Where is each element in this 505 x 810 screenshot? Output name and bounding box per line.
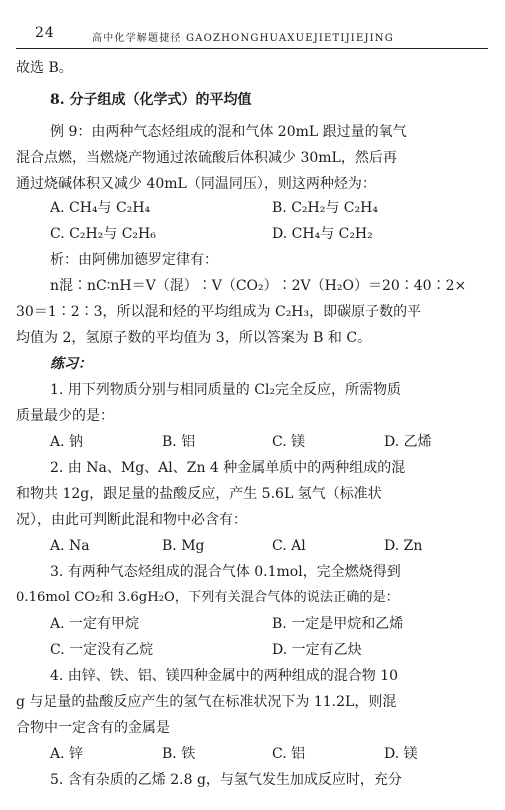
running-title: 高中化学解题捷径 GAOZHONGHUAXUEJIETIJIEJING [92,33,394,44]
question-line: 3. 有两种气态烃组成的混合气体 0.1mol，完全燃烧得到 [50,564,401,580]
analysis-line: 析：由阿佛加德罗定律有： [50,252,218,268]
option-d: D. 镁 [384,746,418,762]
q3-options-row2 [50,640,490,660]
text-line: g 与足量的盐酸反应产生的氢气在标准状况下为 11.2L，则混 [16,694,397,710]
text-line: 质量最少的是： [16,408,114,424]
option-a: A. 一定有甲烷 [50,616,140,632]
question-line: 2. 由 Na、Mg、Al、Zn 4 种金属单质中的两种组成的混 [50,460,406,476]
text-line: 和物共 12g，跟足量的盐酸反应，产生 5.6L 氢气（标准状 [16,486,382,502]
option-c: C. C₂H₂与 C₂H₆ [50,226,156,242]
header-rule [16,48,488,49]
option-b: B. Mg [162,538,205,554]
text-line: 0.16mol CO₂和 3.6gH₂O，下列有关混合气体的说法正确的是： [16,590,399,605]
q4-options [50,744,490,764]
option-c: C. Al [272,538,306,554]
ex9-options-row2 [50,224,490,244]
text-line: 合物中一定含有的金属是 [16,720,170,736]
option-b: B. 铝 [162,434,196,450]
text-line: 混合点燃，当燃烧产物通过浓硫酸后体积减少 30mL，然后再 [16,150,397,166]
example-line: 例 9：由两种气态烃组成的混和气体 20mL 跟过量的氧气 [50,124,407,140]
option-d: D. Zn [384,538,423,554]
q1-options [50,432,490,452]
question-line: 4. 由锌、铁、铝、镁四种金属中的两种组成的混合物 10 [50,668,399,684]
question-line: 1. 用下列物质分别与相同质量的 Cl₂完全反应，所需物质 [50,382,402,398]
page-number: 24 [35,25,55,41]
text-line: 况），由此可判断此混和物中必含有： [16,512,247,528]
option-a: A. 钠 [50,434,84,450]
section-heading: 8. 分子组成（化学式）的平均值 [50,92,252,108]
option-a: A. Na [50,538,90,554]
text-line: 故选 B。 [16,60,73,76]
ex9-options-row1 [50,198,490,218]
q3-options-row1 [50,614,490,634]
option-c: C. 铝 [272,746,306,762]
text-line: 30＝1∶2∶3，所以混和烃的平均组成为 C₂H₃，即碳原子数的平 [16,304,422,320]
text-line: 通过烧碱体积又减少 40mL（同温同压），则这两种烃为： [16,176,376,192]
q2-options [50,536,490,556]
option-c: C. 镁 [272,434,306,450]
option-c: C. 一定没有乙烷 [50,642,154,658]
option-d: D. 一定有乙炔 [272,642,362,658]
page-header [0,0,505,50]
option-b: B. C₂H₂与 C₂H₄ [272,200,378,216]
option-a: A. CH₄与 C₂H₄ [50,200,151,216]
option-b: B. 一定是甲烷和乙烯 [272,616,404,632]
text-line: 均值为 2，氢原子数的平均值为 3，所以答案为 B 和 C。 [16,330,372,346]
option-a: A. 锌 [50,746,84,762]
option-d: D. 乙烯 [384,434,432,450]
formula-line: n混∶nC∶nH＝V（混）∶V（CO₂）∶2V（H₂O）＝20∶40∶2× [50,278,467,294]
question-line: 5. 含有杂质的乙烯 2.8 g，与氢气发生加成反应时，充分 [50,772,402,788]
option-d: D. CH₄与 C₂H₂ [272,226,373,242]
practice-heading: 练习： [50,356,92,372]
option-b: B. 铁 [162,746,196,762]
